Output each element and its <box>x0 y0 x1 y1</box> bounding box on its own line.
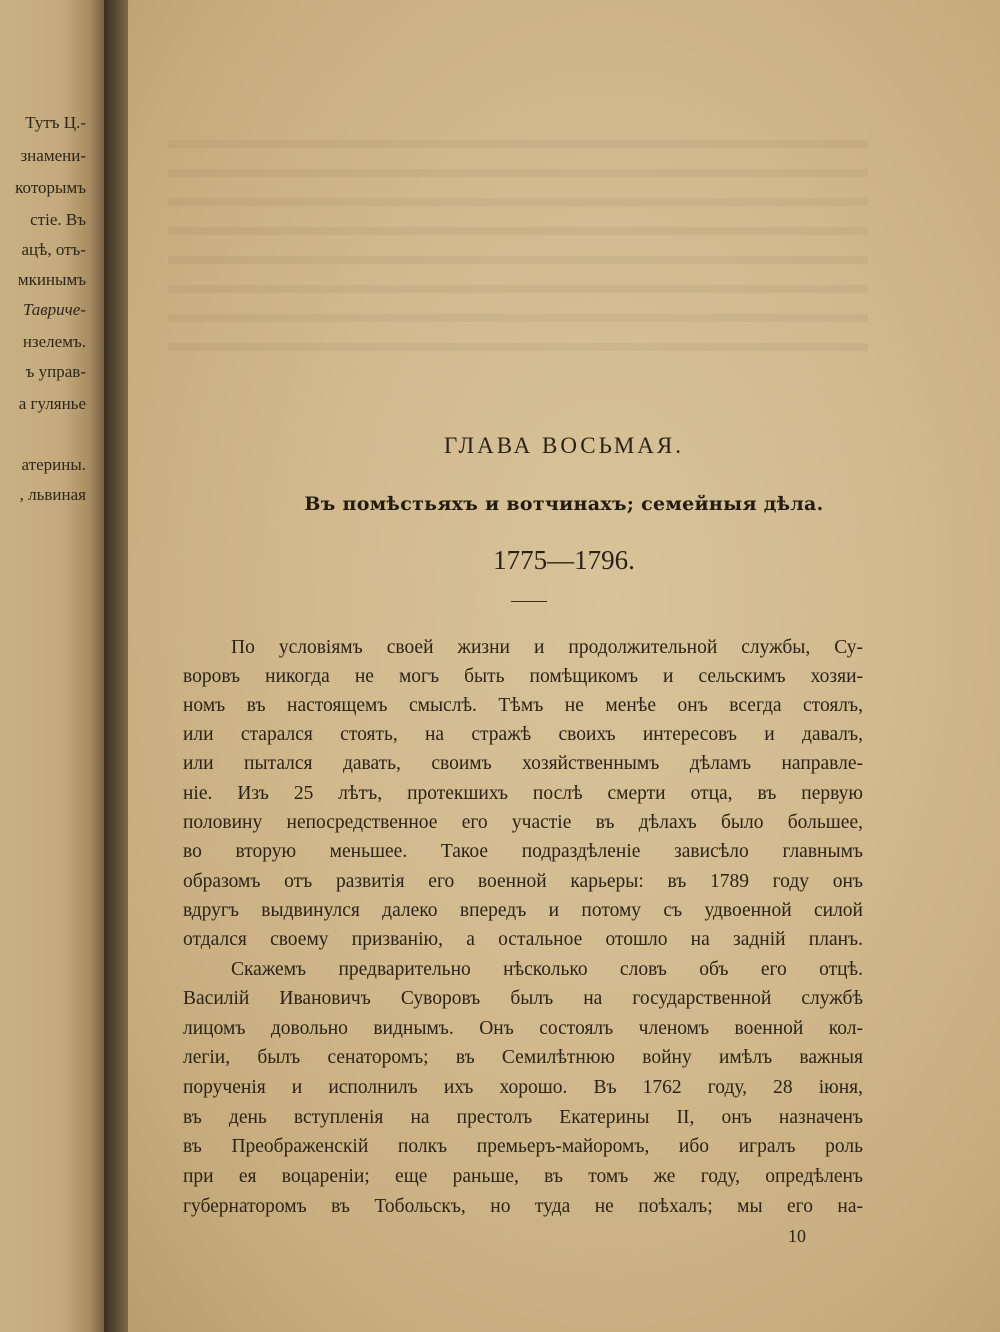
left-page <box>0 0 112 1332</box>
left-page-fragment: знамени- <box>20 146 86 165</box>
left-page-fragment: которымъ <box>15 178 86 197</box>
left-page-fragment: ацѣ, отъ- <box>21 240 86 259</box>
body-line: номъ въ настоящемъ смыслѣ. Тѣмъ не менѣе онъ всегда стоялъ, <box>183 695 863 716</box>
left-page-fragment: ъ управ- <box>25 362 86 381</box>
body-line: при ея воцареніи; еще раньше, въ томъ же году, опредѣленъ <box>183 1166 863 1187</box>
left-page-fragment: стіе. Въ <box>30 210 86 229</box>
chapter-title: ГЛАВА ВОСЬМАЯ. <box>443 433 685 458</box>
left-page-fragment: нзелемъ. <box>22 332 86 351</box>
left-page-fragment: , львиная <box>19 485 86 504</box>
body-line: Василій Ивановичъ Суворовъ былъ на государственной службѣ <box>183 988 863 1009</box>
body-line: Скажемъ предварительно нѣсколько словъ объ его отцѣ. <box>231 959 863 980</box>
body-line: лицомъ довольно виднымъ. Онъ состоялъ членомъ военной кол- <box>183 1018 863 1039</box>
left-page-fragment: мкинымъ <box>17 270 86 289</box>
body-line: вдругъ выдвинулся далеко впередъ и потому съ удвоенной силой <box>183 900 863 921</box>
divider-rule <box>511 601 547 602</box>
body-line: отдался своему призванію, а остальное отошло на задній планъ. <box>183 929 863 950</box>
body-line: ніе. Изъ 25 лѣтъ, протекшихъ послѣ смерти отца, въ первую <box>183 783 863 804</box>
body-line: во вторую меньшее. Такое подраздѣленіе зависѣло главнымъ <box>183 841 863 862</box>
body-line: губернаторомъ въ Тобольскъ, но туда не поѣхалъ; мы его на- <box>183 1196 863 1217</box>
body-line: въ Преображенскій полкъ премьеръ-майоромъ, ибо игралъ роль <box>183 1136 863 1157</box>
body-line: или старался стоять, на стражѣ своихъ интересовъ и давалъ, <box>183 724 863 745</box>
right-page <box>128 0 1000 1332</box>
left-page-fragment: Тутъ Ц.- <box>25 113 86 132</box>
body-line: воровъ никогда не могъ быть помѣщикомъ и сельскимъ хозяи- <box>183 666 863 687</box>
body-line: порученія и исполнилъ ихъ хорошо. Въ 1762 году, 28 іюня, <box>183 1077 863 1098</box>
left-page-fragment: Тавричe- <box>22 300 86 319</box>
chapter-subtitle: Въ помѣстьяхъ и вотчинахъ; семейныя дѣла. <box>304 493 824 515</box>
body-line: или пытался давать, своимъ хозяйственнымъ дѣламъ направле- <box>183 753 863 774</box>
left-page-fragment: атерины. <box>21 455 86 474</box>
left-page-fragment: а гулянье <box>18 394 86 413</box>
body-line: въ день вступленія на престолъ Екатерины II, онъ назначенъ <box>183 1107 863 1128</box>
body-line: легіи, былъ сенаторомъ; въ Семилѣтнюю войну имѣлъ важныя <box>183 1047 863 1068</box>
body-line: половину непосредственное его участіе въ дѣлахъ было большее, <box>183 812 863 833</box>
show-through-texture <box>168 140 868 370</box>
chapter-years: 1775—1796. <box>493 545 635 575</box>
page-number: 10 <box>788 1226 806 1246</box>
body-line: образомъ отъ развитія его военной карьеры: въ 1789 году онъ <box>183 871 863 892</box>
body-line: По условіямъ своей жизни и продолжительной службы, Су- <box>231 637 863 658</box>
